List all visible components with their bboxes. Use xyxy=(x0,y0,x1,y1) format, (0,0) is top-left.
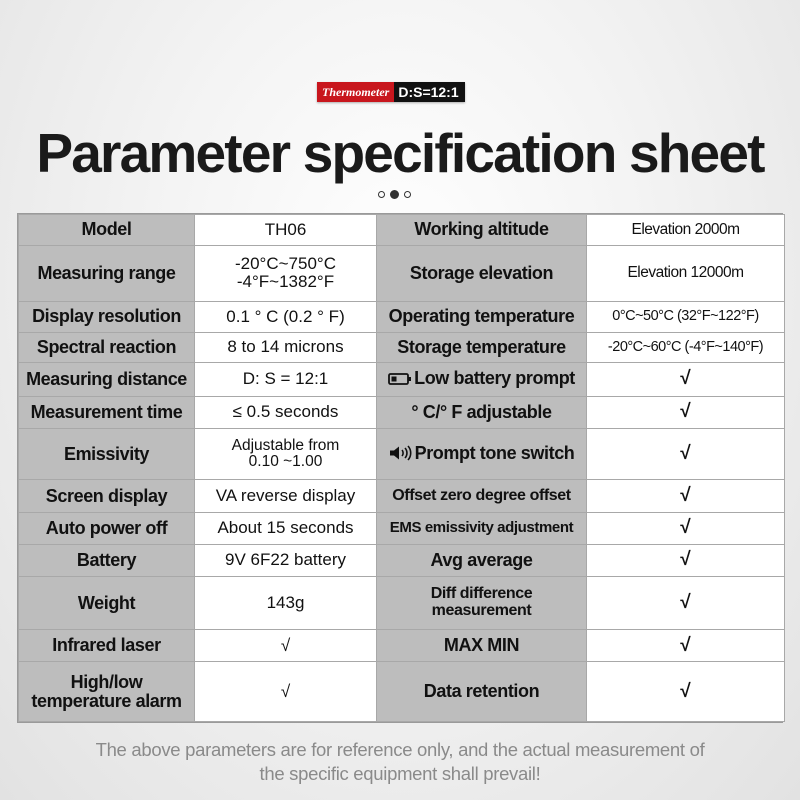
check-mark: √ xyxy=(587,428,785,480)
spec-value: -20°C~60°C (-4°F~140°F) xyxy=(587,332,785,363)
badge-ratio-label: D:S=12:1 xyxy=(394,82,464,102)
check-mark: √ xyxy=(587,662,785,722)
spec-label: Emissivity xyxy=(19,428,195,480)
page-title: Parameter specification sheet xyxy=(36,122,764,184)
spec-label-line: Diff difference xyxy=(430,585,533,603)
table-row xyxy=(19,332,785,363)
spec-badge xyxy=(317,82,465,102)
spec-value-line: -20°C~750°C xyxy=(234,254,336,274)
badge-product-label: Thermometer xyxy=(317,82,394,102)
table-row xyxy=(19,428,785,480)
spec-label: Auto power off xyxy=(19,512,195,544)
spec-label-text: Prompt tone switch xyxy=(414,442,575,463)
spec-label: Infrared laser xyxy=(19,630,195,662)
spec-label: Working altitude xyxy=(377,215,587,246)
spec-label: MAX MIN xyxy=(377,630,587,662)
spec-label: Operating temperature xyxy=(377,301,587,332)
spec-value: ≤ 0.5 seconds xyxy=(195,396,377,428)
spec-label xyxy=(19,662,195,722)
table-row xyxy=(19,301,785,332)
spec-label: EMS emissivity adjustment xyxy=(377,512,587,544)
spec-table xyxy=(17,213,783,723)
check-mark: √ xyxy=(587,363,785,397)
spec-label: Spectral reaction xyxy=(19,332,195,363)
table-row xyxy=(19,576,785,629)
pager-dot-3[interactable] xyxy=(404,191,411,198)
spec-value-line: Adjustable from xyxy=(231,436,340,454)
check-mark: √ xyxy=(587,576,785,629)
check-mark: √ xyxy=(195,662,377,722)
disclaimer-line: the specific equipment shall prevail! xyxy=(259,763,541,784)
table-row xyxy=(19,396,785,428)
check-mark: √ xyxy=(195,630,377,662)
spec-label: ° C/° F adjustable xyxy=(377,396,587,428)
spec-label-line: High/low xyxy=(70,671,143,692)
table-row xyxy=(19,630,785,662)
spec-value: 143g xyxy=(195,576,377,629)
spec-value-line: 0.10 ~1.00 xyxy=(248,453,323,471)
spec-label-line: measurement xyxy=(431,602,532,620)
spec-value: D: S = 12:1 xyxy=(195,363,377,397)
spec-value-line: -4°F~1382°F xyxy=(236,272,335,292)
spec-value: 0°C~50°C (32°F~122°F) xyxy=(587,301,785,332)
spec-label-with-icon xyxy=(377,428,587,480)
spec-value: About 15 seconds xyxy=(195,512,377,544)
spec-label-text: Low battery prompt xyxy=(414,367,575,388)
table-row xyxy=(19,215,785,246)
check-mark: √ xyxy=(587,544,785,576)
table-row xyxy=(19,544,785,576)
table-row xyxy=(19,480,785,512)
spec-value: Elevation 2000m xyxy=(587,215,785,246)
spec-label: Battery xyxy=(19,544,195,576)
spec-label-with-icon xyxy=(377,363,587,397)
spec-label-line: temperature alarm xyxy=(31,690,182,711)
table-row xyxy=(19,512,785,544)
pager-dots xyxy=(378,190,411,199)
table-row xyxy=(19,662,785,722)
spec-value: 9V 6F22 battery xyxy=(195,544,377,576)
spec-label: Storage temperature xyxy=(377,332,587,363)
spec-label: Storage elevation xyxy=(377,245,587,301)
spec-label: Data retention xyxy=(377,662,587,722)
spec-label: Model xyxy=(19,215,195,246)
spec-label: Weight xyxy=(19,576,195,629)
pager-dot-1[interactable] xyxy=(378,191,385,198)
check-mark: √ xyxy=(587,630,785,662)
spec-label: Avg average xyxy=(377,544,587,576)
spec-label: Measurement time xyxy=(19,396,195,428)
spec-value: TH06 xyxy=(195,215,377,246)
spec-value: VA reverse display xyxy=(195,480,377,512)
spec-value xyxy=(195,428,377,480)
table-row xyxy=(19,245,785,301)
spec-label: Display resolution xyxy=(19,301,195,332)
spec-value: Elevation 12000m xyxy=(587,245,785,301)
spec-label: Screen display xyxy=(19,480,195,512)
table-row xyxy=(19,363,785,397)
check-mark: √ xyxy=(587,396,785,428)
disclaimer-line: The above parameters are for reference only, and the actual measurement of xyxy=(95,739,705,760)
pager-dot-2[interactable] xyxy=(390,190,399,199)
spec-value xyxy=(195,245,377,301)
spec-value: 0.1 ° C (0.2 ° F) xyxy=(195,301,377,332)
spec-value: 8 to 14 microns xyxy=(195,332,377,363)
battery-icon xyxy=(388,371,412,390)
spec-label: Measuring distance xyxy=(19,363,195,397)
check-mark: √ xyxy=(587,512,785,544)
spec-label xyxy=(377,576,587,629)
spec-label: Measuring range xyxy=(19,245,195,301)
spec-label: Offset zero degree offset xyxy=(377,480,587,512)
disclaimer xyxy=(0,738,800,786)
check-mark: √ xyxy=(587,480,785,512)
speaker-icon xyxy=(389,445,413,465)
